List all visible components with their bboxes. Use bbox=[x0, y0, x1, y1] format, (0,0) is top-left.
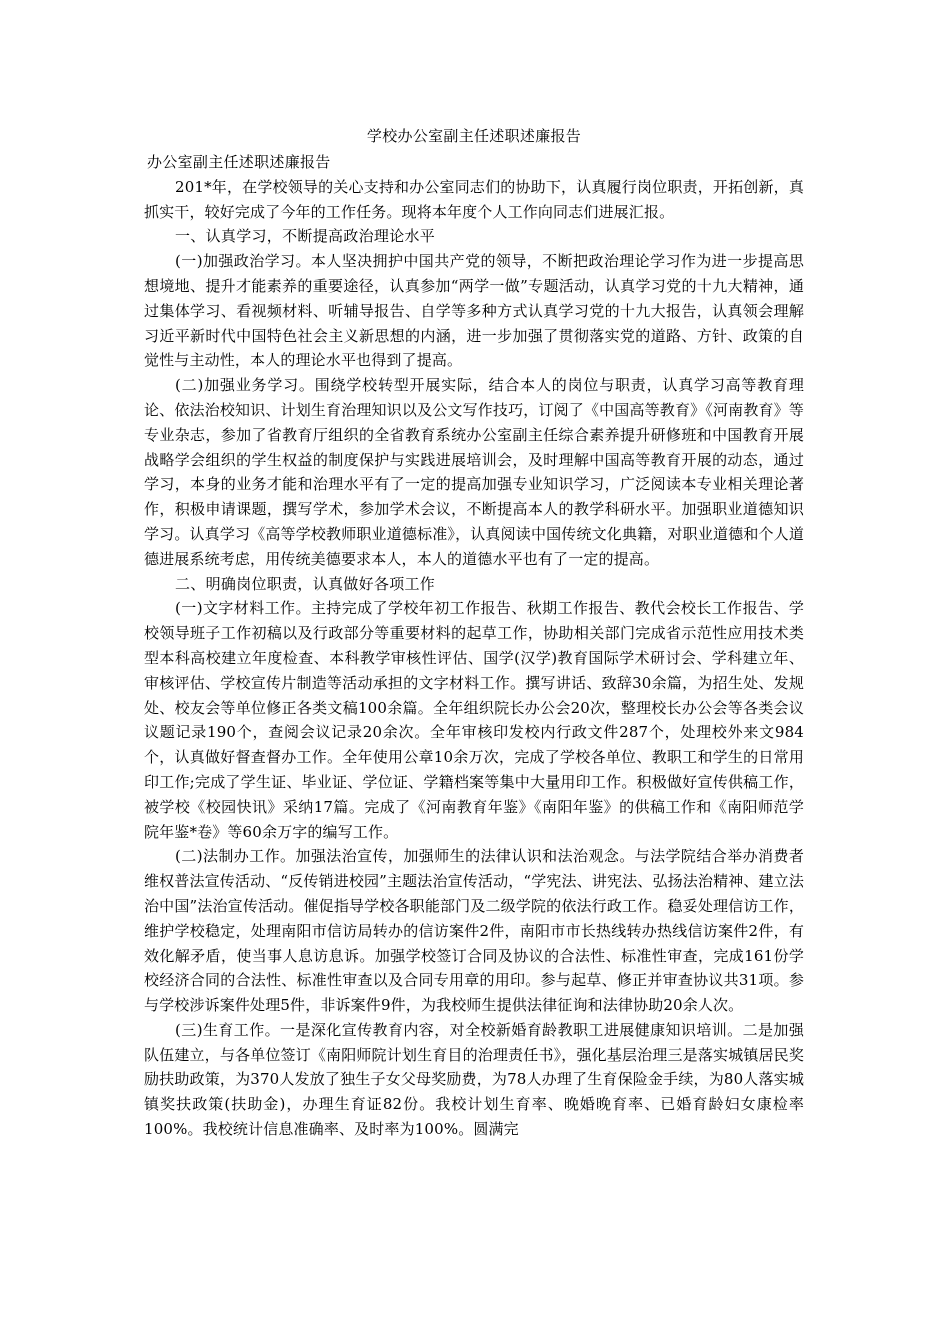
paragraph-political-study: (一)加强政治学习。本人坚决拥护中国共产党的领导，不断把政治理论学习作为进一步提高思想境地、提升才能素养的重要途径，认真参加“两学一做”专题活动，认真学习党的十九大精神，通过集体学习、看视频材料、听辅导报告、自学等多种方式认真学习党的十九大报告，认真领会理解习近平新时代中国特色社会主义新思想的内涵，进一步加强了贯彻落实党的道路、方针、政策的自觉性与主动性，本人的理论水平也得到了提高。 bbox=[144, 252, 804, 370]
intro-paragraph: 201*年，在学校领导的关心支持和办公室同志们的协助下，认真履行岗位职责，开拓创新，真抓实干，较好完成了今年的工作任务。现将本年度个人工作向同志们进展汇报。 bbox=[144, 177, 804, 221]
section-heading-1: 一、认真学习，不断提高政治理论水平 bbox=[175, 227, 436, 246]
paragraph-business-study: (二)加强业务学习。围绕学校转型开展实际，结合本人的岗位与职责，认真学习高等教育理论、依法治校知识、计划生育治理知识以及公文写作技巧，订阅了《中国高等教育》《河南教育》等专业杂志，参加了省教育厅组织的全省教育系统办公室副主任综合素养提升研修班和中国教育开展战略学会组织的学生权益的制度保护与实践进展培训会，及时理解中国高等教育开展的动态，通过学习，本身的业务才能和治理水平有了一定的提高加强专业知识学习，广泛阅读本专业相关理论著作，积极申请课题，撰写学术，参加学术会议，不断提高本人的教学科研水平。加强职业道德知识学习。认真学习《高等学校教师职业道德标准》，认真阅读中国传统文化典籍，对职业道德和个人道德进展系统考虑，用传统美德要求本人，本人的道德水平也有了一定的提高。 bbox=[144, 376, 804, 568]
document-title: 学校办公室副主任述职述廉报告 bbox=[366, 127, 582, 145]
section-heading-2: 二、明确岗位职责，认真做好各项工作 bbox=[175, 574, 436, 593]
document-subtitle: 办公室副主任述职述廉报告 bbox=[147, 153, 331, 171]
paragraph-writing-work: (一)文字材料工作。主持完成了学校年初工作报告、秋期工作报告、教代会校长工作报告、学校领导班子工作初稿以及行政部分等重要材料的起草工作，协助相关部门完成省示范性应用技术类型本科高校建立年度检查、本科教学审核性评估、国学(汉学)教育国际学术研讨会、学科建立年、审核评估、学校宣传片制造等活动承担的文字材料工作。撰写讲话、致辞30余篇，为招生处、发规处、校友会等单位修正各类文稿100余篇。全年组织院长办公会20次，整理校长办公会等各类会议议题记录190个，查阅会议记录20余次。全年审核印发校内行政文件287个，处理校外来文984个，认真做好督查督办工作。全年使用公章10余万次，完成了学校各单位、教职工和学生的日常用印工作;完成了学生证、毕业证、学位证、学籍档案等集中大量用印工作。积极做好宣传供稿工作，被学校《校园快讯》采纳17篇。完成了《河南教育年鉴》《南阳年鉴》的供稿工作和《南阳师范学院年鉴*卷》等60余万字的编写工作。 bbox=[144, 599, 804, 841]
paragraph-legal-work: (二)法制办工作。加强法治宣传，加强师生的法律认识和法治观念。与法学院结合举办消费者维权普法宣传活动、“反传销进校园”主题法治宣传活动，“学宪法、讲宪法、弘扬法治精神、建立法治中国”法治宣传活动。催促指导学校各职能部门及二级学院的依法行政工作。稳妥处理信访工作，维护学校稳定，处理南阳市信访局转办的信访案件2件，南阳市市长热线转办热线信访案件2件，有效化解矛盾，使当事人息访息诉。加强学校签订合同及协议的合法性、标准性审查，完成161份学校经济合同的合法性、标准性审查以及合同专用章的用印。参与起草、修正并审查协议共31项。参与学校涉诉案件处理5件，非诉案件9件，为我校师生提供法律征询和法律协助20余人次。 bbox=[144, 847, 804, 1015]
paragraph-family-planning: (三)生育工作。一是深化宣传教育内容，对全校新婚育龄教职工进展健康知识培训。二是加强队伍建立，与各单位签订《南阳师院计划生育目的治理责任书》，强化基层治理三是落实城镇居民奖励扶助政策，为370人发放了独生子女父母奖励费，为78人办理了生育保险金手续，为80人落实城镇奖扶政策(扶助金)，办理生育证82份。我校计划生育率、晚婚晚育率、已婚育龄妇女康检率100%。我校统计信息准确率、及时率为100%。圆满完 bbox=[144, 1020, 804, 1139]
document-page bbox=[144, 124, 804, 1142]
